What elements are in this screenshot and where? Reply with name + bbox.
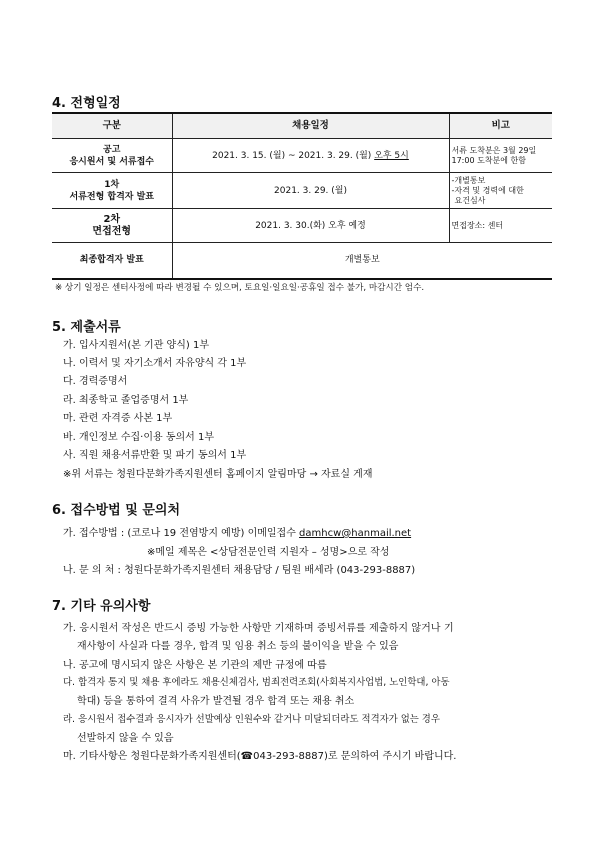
note-ma: 마. 기타사항은 청원다문화가족지원센터(☎043-293-8887)로 문의하여 주시기 바랍니다. <box>63 751 457 762</box>
row-category: 최종합격자 발표 <box>52 243 172 279</box>
list-item: 마. 관련 자격증 사본 1부 <box>63 413 173 424</box>
row-remark: 면접장소: 센터 <box>449 209 552 243</box>
row-date: 2021. 3. 30.(화) 오후 예정 <box>172 209 449 243</box>
col-header-schedule: 채용일정 <box>172 113 449 139</box>
row-date: 2021. 3. 29. (월) <box>172 173 449 209</box>
list-item: 라. 최종학교 졸업증명서 1부 <box>63 395 189 406</box>
email-subject-note: ※메일 제목은 <상담전문인력 지원자 – 성명>으로 작성 <box>147 547 390 558</box>
section-title-contact: 6. 접수방법 및 문의처 <box>52 503 181 518</box>
list-item: 사. 직원 채용서류반환 및 파기 동의서 1부 <box>63 450 247 461</box>
schedule-footnote: ※ 상기 일정은 센터사정에 따라 변경될 수 있으며, 토요일·일요일·공휴일 접수 불가, 마감시간 엄수. <box>55 283 425 293</box>
table-row <box>52 139 552 173</box>
row-category: 공고 응시원서 및 서류접수 <box>52 139 172 173</box>
note-da-cont: 학대) 등을 통하여 결격 사유가 발견될 경우 합격 또는 채용 취소 <box>77 696 355 707</box>
list-item: ※위 서류는 청원다문화가족지원센터 홈페이지 알림마당 → 자료실 게재 <box>63 469 373 480</box>
submission-method: 가. 접수방법 : (코로나 19 전염방지 예방) 이메일접수 damhcw@hanmail.net <box>63 528 412 539</box>
note-ga-cont: 재사항이 사실과 다를 경우, 합격 및 임용 취소 등의 불이익을 받을 수 있음 <box>77 641 399 652</box>
section-title-schedule: 4. 전형일정 <box>52 96 121 111</box>
list-item: 나. 이력서 및 자기소개서 자유양식 각 1부 <box>63 358 247 369</box>
col-header-remarks: 비고 <box>449 113 552 139</box>
list-item: 다. 경력증명서 <box>63 376 128 387</box>
table-header-row <box>52 113 552 139</box>
note-ra: 라. 응시원서 접수결과 응시자가 선발예상 인원수와 같거나 미달되더라도 적격자가 없는 경우 <box>63 714 440 725</box>
col-header-category: 구분 <box>52 113 172 139</box>
note-ra-cont: 선발하지 않을 수 있음 <box>77 733 174 744</box>
list-item: 가. 입사지원서(본 기관 양식) 1부 <box>63 340 209 351</box>
table-row <box>52 209 552 243</box>
note-ga: 가. 응시원서 작성은 반드시 증빙 가능한 사항만 기재하며 증빙서류를 제출하지 않거나 기 <box>63 623 454 634</box>
row-remark: 서류 도착분은 3월 29일 17:00 도착분에 한함 <box>449 139 552 173</box>
section-title-documents: 5. 제출서류 <box>52 320 121 335</box>
row-merged-value: 개별통보 <box>172 243 552 279</box>
note-na: 나. 공고에 명시되지 않은 사항은 본 기관의 제반 규정에 따름 <box>63 660 327 671</box>
row-remark: -개별통보 -자격 및 경력에 대한 요건심사 <box>449 173 552 209</box>
row-date: 2021. 3. 15. (월) ~ 2021. 3. 29. (월) 오후 5시 <box>172 139 449 173</box>
table-row <box>52 243 552 279</box>
section-title-notes: 7. 기타 유의사항 <box>52 599 151 614</box>
list-item: 바. 개인정보 수집·이용 동의서 1부 <box>63 432 215 443</box>
row-category: 1차 서류전형 합격자 발표 <box>52 173 172 209</box>
schedule-table <box>52 112 552 280</box>
email-link[interactable]: damhcw@hanmail.net <box>299 528 412 539</box>
inquiry-contact: 나. 문 의 처 : 청원다문화가족지원센터 채용담당 / 팀원 배세라 (043-293-8887) <box>63 565 416 576</box>
note-da: 다. 합격자 통지 및 채용 후에라도 채용신체검사, 범죄전력조회(사회복지사업법, 노인학대, 아동 <box>63 677 450 688</box>
table-row <box>52 173 552 209</box>
row-category: 2차 면접전형 <box>52 209 172 243</box>
